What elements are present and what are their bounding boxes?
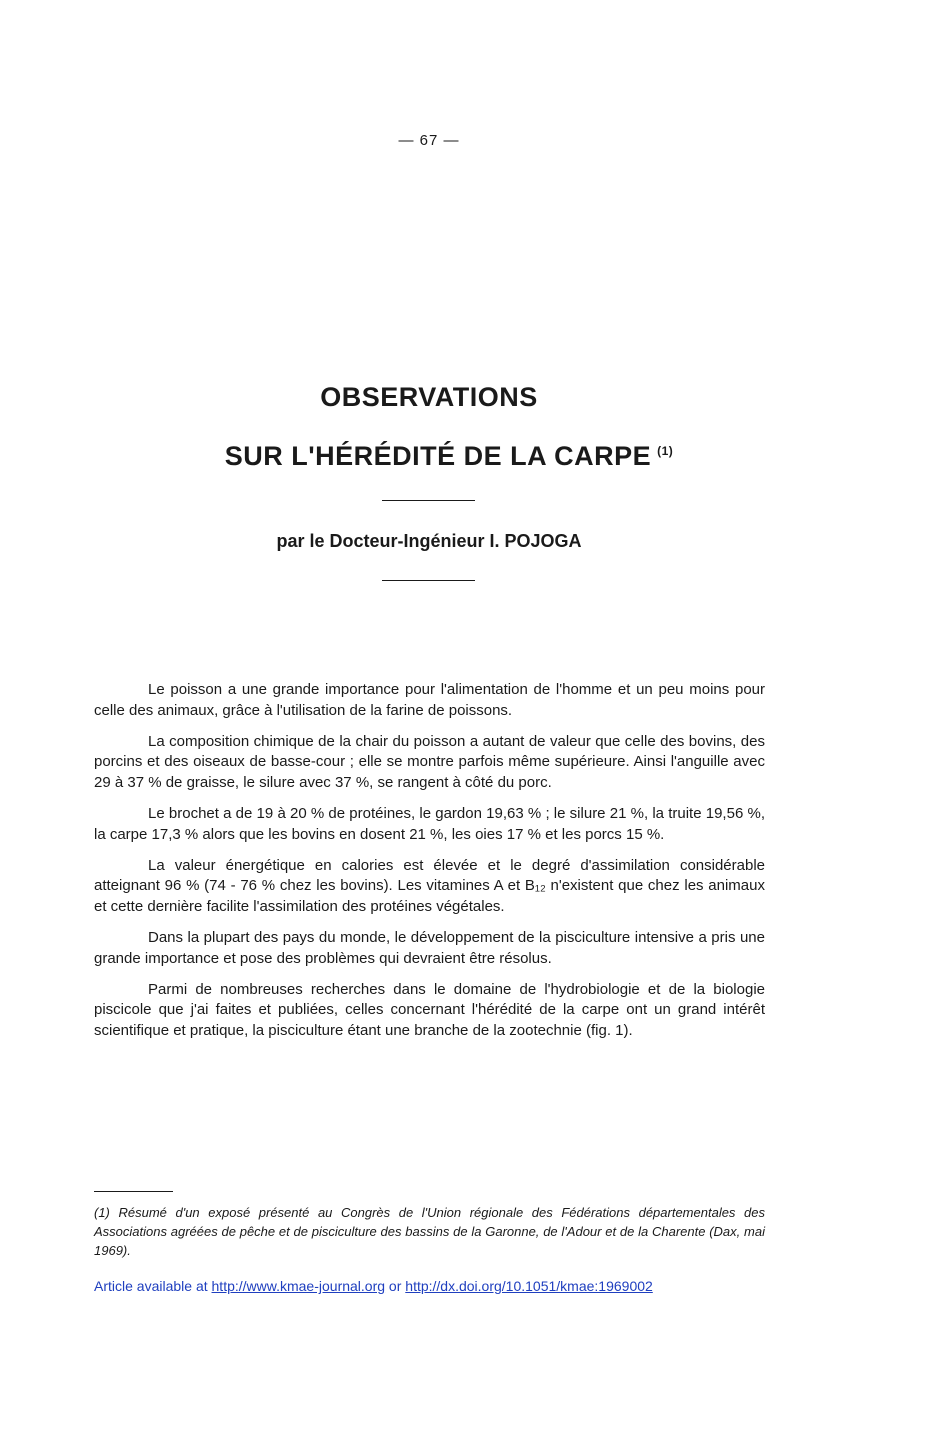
paragraph-4: La valeur énergétique en calories est élevée et le degré d'assimilation considérable atteignant 96 % (74 - 76 % chez les bovins). Les vitamines A et B₁₂ n'existent que chez les animaux et cette dernière facilite l'assimilation des protéines végétales.: [94, 856, 765, 915]
journal-link[interactable]: http://www.kmae-journal.org: [211, 1278, 386, 1294]
footnote: (1) Résumé d'un exposé présenté au Congrès de l'Union régionale des Fédérations départementales des Associations agréées de pêche et de pisciculture des bassins de la Garonne, de l'Adour et de la Charente (Dax, mai 1969).: [94, 1205, 765, 1258]
author-divider: [382, 580, 475, 581]
paragraph-3: Le brochet a de 19 à 20 % de protéines, le gardon 19,63 % ; le silure 21 %, la truite 19,56 %, la carpe 17,3 % alors que les bovins en dosent 21 %, les oies 17 % et les porcs 15 %.: [94, 804, 765, 843]
title-divider: [382, 500, 475, 501]
article-title-line-1: [0, 382, 858, 413]
title-footnote-ref[interactable]: (1): [657, 444, 674, 458]
title-text-2: SUR L'HÉRÉDITÉ DE LA CARPE: [224, 441, 652, 471]
article-body: [94, 680, 765, 1052]
availability-middle: or: [385, 1278, 406, 1294]
paragraph-2: La composition chimique de la chair du poisson a autant de valeur que celle des bovins, des porcins et des oiseaux de basse-cour ; elle se montre parfois même supérieure. Ainsi l'anguille avec 29 à 37 % de graisse, le silure avec 37 %, se rangent à côté du porc.: [94, 732, 765, 791]
doi-link[interactable]: http://dx.doi.org/10.1051/kmae:1969002: [405, 1278, 653, 1294]
paragraph-5: Dans la plupart des pays du monde, le développement de la pisciculture intensive a pris une grande importance et pose des problèmes qui devraient être résolus.: [94, 928, 765, 967]
page-number: — 67 —: [398, 132, 460, 149]
paragraph-6: Parmi de nombreuses recherches dans le domaine de l'hydrobiologie et de la biologie piscicole que j'ai faites et publiées, celles concernant l'hérédité de la carpe ont un grand intérêt scientifique et pratique, la pisciculture étant une branche de la zootechnie (fig. 1).: [94, 980, 765, 1039]
article-title-line-2: [20, 441, 878, 472]
author-line: par le Docteur-Ingénieur I. POJOGA: [276, 531, 582, 551]
article-availability: [94, 1278, 794, 1294]
availability-prefix: Article available at: [94, 1278, 212, 1294]
paragraph-1: Le poisson a une grande importance pour l'alimentation de l'homme et un peu moins pour celle des animaux, grâce à l'utilisation de la farine de poissons.: [94, 681, 765, 719]
footnote-divider: [94, 1191, 173, 1192]
title-text-1: OBSERVATIONS: [320, 382, 538, 412]
